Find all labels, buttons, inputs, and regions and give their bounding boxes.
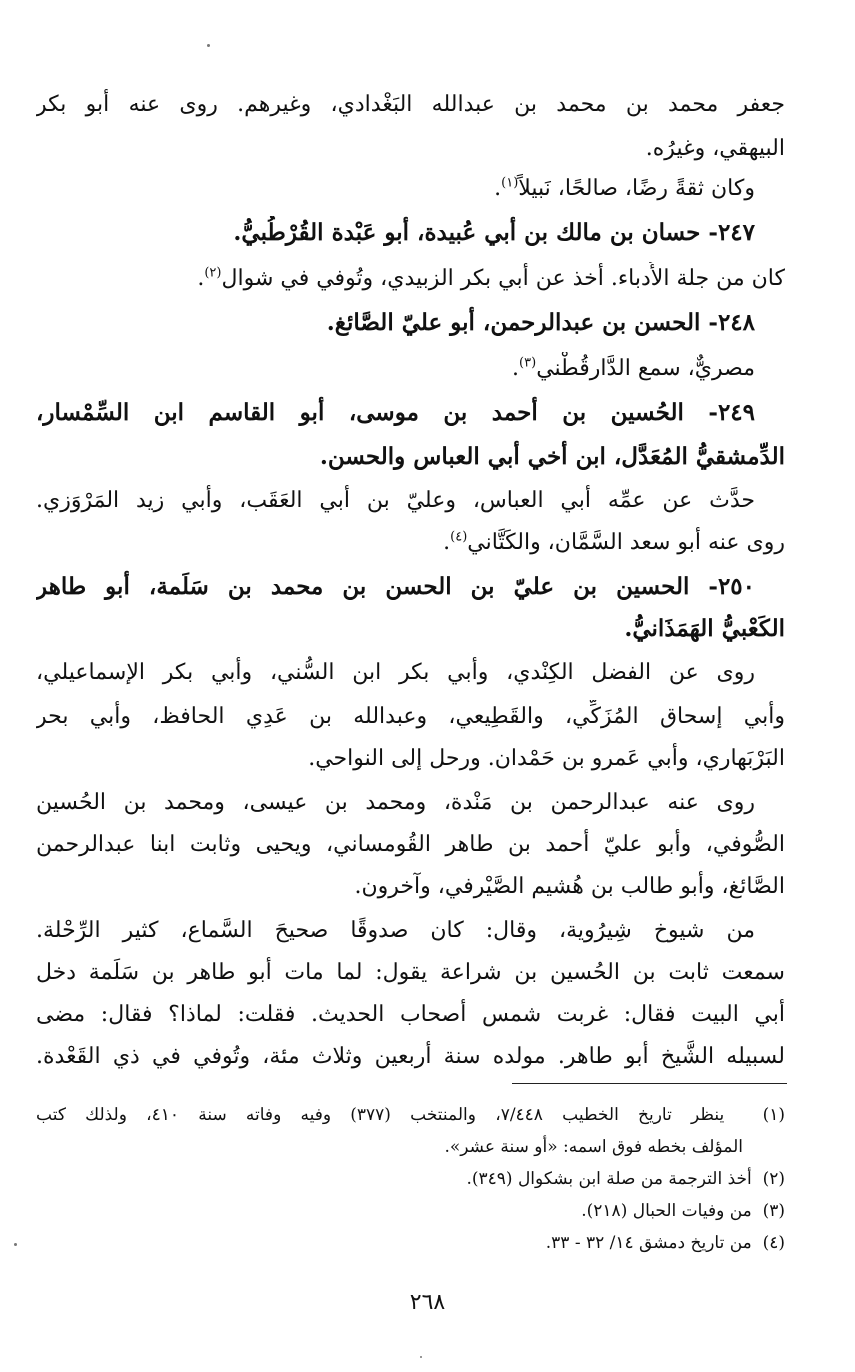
footnote-ref: (١) [501,175,519,191]
footnote-text: أخذ الترجمة من صلة ابن بشكوال (٣٤٩). [466,1169,752,1189]
text-line: جعفر محمد بن محمد بن عبدالله البَغْدادي، وغيرهم. روى عنه أبو بكر [36,92,785,117]
text-line: البَرْبَهاري، وأبي عَمرو بن حَمْدان. ورحل إلى النواحي. [308,746,785,771]
line-end-period: . [443,530,451,555]
footnote-ref: (٣) [519,355,537,371]
footnote-text: من تاريخ دمشق ١٤/ ٣٢ - ٣٣. [545,1233,752,1253]
footnote-ref: (٢) [204,265,222,281]
text-line: الصَّائغ، وأبو طالب بن هُشيم الصَّيْرفي، وآخرون. [354,874,785,899]
line-end-period: . [512,356,520,381]
text-line [36,352,755,388]
text-line: حدَّث عن عمِّه أبي العباس، وعليّ بن أبي العَقَب، وأبي زيد المَرْوَزي. [36,488,755,513]
page-number: ٢٦٨ [409,1290,446,1315]
text-line: لسبيله الشَّيخ أبو طاهر. مولده سنة أربعين وثلاث مئة، وتُوفي في ذي القَعْدة. [36,1044,785,1069]
text-line: البيهقي، وغيرُه. [645,136,785,161]
text-line: روى عنه عبدالرحمن بن مَنْدة، ومحمد بن عيسى، ومحمد بن الحُسين [36,790,755,815]
text-line: سمعت ثابت بن الحُسين بن شراعة يقول: لما مات أبو طاهر بن سَلَمة دخل [36,960,785,985]
footnote-1 [36,1102,785,1130]
line-text: روى عنه أبو سعد السَّمَّان، والكَتَّاني [467,530,785,555]
entry-heading-249-cont: الدِّمشقيُّ المُعَدَّل، ابن أخي أبي العباس والحسن. [319,443,785,470]
text-line: أبي البيت فقال: غربت شمس أصحاب الحديث. فقلت: لماذا؟ فقال: مضى [36,1002,785,1027]
footnote-3 [36,1198,785,1226]
footnote-ref: (٤) [450,529,468,545]
footnote-number: (١) [762,1105,785,1125]
line-text: كان من جلة الأُدباء. أخذ عن أبي بكر الزبيدي، وتُوفي في شوال [221,266,785,291]
footnote-2 [36,1166,785,1194]
text-line: من شيوخ شِيرُوية، وقال: كان صدوقًا صحيحَ السَّماع، كثير الرِّحْلة. [36,918,755,943]
text-line: وأبي إسحاق المُزَكِّي، والقَطِيعي، وعبدالله بن عَدِي الحافظ، وأبي بحر [36,704,785,729]
footnote-1-cont: المؤلف بخطه فوق اسمه: «أو سنة عشر». [444,1137,743,1157]
footnote-text: من وفيات الحبال (٢١٨). [581,1201,752,1221]
entry-heading-250-cont: الكَعْبيُّ الهَمَذَانيُّ. [624,615,785,642]
text-line: روى عن الفضل الكِنْدي، وأبي بكر ابن السُّني، وأبي بكر الإسماعيلي، [36,660,755,685]
entry-heading-249: ٢٤٩- الحُسين بن أحمد بن موسى، أبو القاسم ابن السِّمْسار، [36,399,755,426]
line-text: وكان ثقةً رضًا، صالحًا، نَبيلاً [518,176,755,201]
footnote-number: (٢) [762,1169,785,1189]
text-line [36,526,785,562]
text-line [36,172,755,208]
scan-speck [420,1356,422,1358]
entry-heading-250: ٢٥٠- الحسين بن عليّ بن الحسن بن محمد بن سَلَمة، أبو طاهر [36,573,755,600]
footnote-separator [512,1083,787,1084]
entry-heading-248: ٢٤٨- الحسن بن عبدالرحمن، أبو عليّ الصَّائغ. [326,309,755,336]
line-text: مصريٌّ، سمع الدَّارقُطْني [536,356,755,381]
scan-speck [207,44,210,47]
footnote-4 [36,1230,785,1258]
entry-heading-247: ٢٤٧- حسان بن مالك بن أبي عُبيدة، أبو عَبْدة القُرْطُبيُّ. [233,219,755,246]
line-end-period: . [494,176,502,201]
scan-speck [14,1243,17,1246]
text-line [36,262,785,298]
footnote-text: ينظر تاريخ الخطيب ٧/٤٤٨، والمنتخب (٣٧٧) وفيه وفاته سنة ٤١٠، ولذلك كتب [36,1105,725,1125]
footnote-number: (٣) [762,1201,785,1221]
text-line: الصُّوفي، وأبو عليّ أحمد بن طاهر القُومساني، ويحيى وثابت ابنا عبدالرحمن [36,832,785,857]
footnote-number: (٤) [762,1233,785,1253]
line-end-period: . [197,266,205,291]
